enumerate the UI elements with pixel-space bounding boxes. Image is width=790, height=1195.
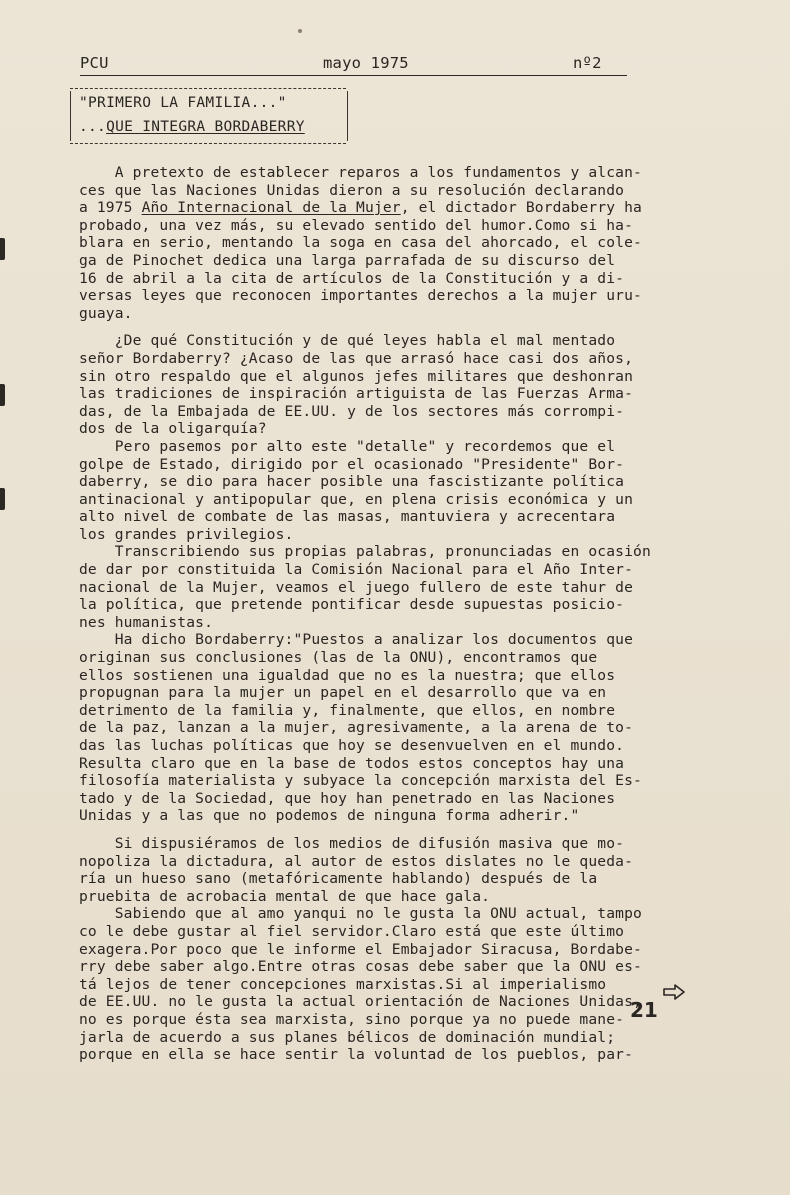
text-line: ¿De qué Constitución y de qué leyes habla el mal mentado (79, 332, 616, 350)
text-line: rry debe saber algo.Entre otras cosas debe saber que la ONU es- (79, 958, 642, 976)
text-line: Resulta claro que en la base de todos estos conceptos hay una (79, 754, 625, 772)
article-title-line1: "PRIMERO LA FAMILIA..." (79, 95, 287, 111)
text-line: Unidas y a las que no podemos de ninguna forma adherir." (79, 807, 580, 825)
text-line: ellos sostienen una igualdad que no es la nuestra; que ellos (79, 666, 616, 684)
text-line: dos de la oligarquía? (79, 420, 267, 438)
text-line: nes humanistas. (79, 613, 214, 631)
paragraph (79, 332, 719, 825)
binding-hole-mark (0, 488, 5, 510)
title-line2-underlined: QUE INTEGRA BORDABERRY (106, 119, 305, 135)
text-line: alto nivel de combate de las masas, mantuviera y acrecentara (79, 508, 616, 526)
title-box-left-border (70, 91, 71, 141)
text-line: Ha dicho Bordaberry:"Puestos a analizar los documentos que (79, 631, 634, 649)
text-line: A pretexto de establecer reparos a los fundamentos y alcan- (79, 164, 642, 181)
title-box-bottom-border (70, 143, 346, 144)
article-title-box (62, 85, 350, 145)
underlined-phrase: Año Internacional de la Mujer (141, 199, 401, 217)
text-line: jarla de acuerdo a sus planes bélicos de dominación mundial; (79, 1028, 616, 1046)
text-line: Pero pasemos por alto este "detalle" y recordemos que el (79, 437, 616, 455)
text-line: pruebita de acrobacia mental de que hace gala. (79, 887, 491, 905)
article-title-line2 (79, 119, 305, 135)
binding-hole-mark (0, 384, 5, 406)
text-line: daberry, se dio para hacer posible una fascistizante política (79, 473, 625, 491)
paragraph-gap (79, 322, 719, 332)
text-line: detrimento de la familia y, finalmente, que ellos, en nombre (79, 701, 616, 719)
title-line2-prefix: ... (79, 119, 107, 135)
text-line: porque en ella se hace sentir la voluntad de los pueblos, par- (79, 1046, 634, 1064)
text-line: nopoliza la dictadura, al autor de estos dislates no le queda- (79, 852, 634, 870)
text-line: versas leyes que reconocen importantes derechos a la mujer uru- (79, 287, 642, 305)
text-line: probado, una vez más, su elevado sentido del humor.Como si ha- (79, 216, 634, 234)
text-line: propugnan para la mujer un papel en el desarrollo que va en (79, 684, 607, 702)
text-line: golpe de Estado, dirigido por el ocasionado "Presidente" Bor- (79, 455, 625, 473)
publication-name: PCU (80, 54, 109, 72)
text-line: Sabiendo que al amo yanqui no le gusta la ONU actual, tampo (79, 905, 642, 923)
header-rule (80, 75, 627, 76)
text-line: Si dispusiéramos de los medios de difusión masiva que mo- (79, 834, 625, 852)
text-line: sin otro respaldo que el algunos jefes militares que deshonran (79, 367, 634, 385)
text-line: 16 de abril a la cita de artículos de la Constitución y a di- (79, 269, 625, 287)
text-line: Transcribiendo sus propias palabras, pronunciadas en ocasión (79, 543, 651, 561)
ink-dot (298, 29, 302, 33)
text-line: de la paz, lanzan a la mujer, agresivamente, a la arena de to- (79, 719, 634, 737)
text-line: guaya. (79, 304, 133, 322)
text-line: nacional de la Mujer, veamos el juego fullero de este tahur de (79, 578, 634, 596)
text-line: antinacional y antipopular que, en plena crisis económica y un (79, 490, 634, 508)
text-line: tado y de la Sociedad, que hoy han penetrado en las Naciones (79, 789, 616, 807)
text-line: de dar por constituida la Comisión Nacional para el Año Inter- (79, 561, 634, 579)
issue-date: mayo 1975 (323, 54, 409, 72)
text-line: las tradiciones de inspiración artiguista de las Fuerzas Arma- (79, 385, 634, 403)
text-line: señor Bordaberry? ¿Acaso de las que arrasó hace casi dos años, (79, 349, 634, 367)
text-line: das las luchas políticas que hoy se desenvuelven en el mundo. (79, 737, 625, 754)
text-line: blara en serio, mentando la soga en casa del ahorcado, el cole- (79, 234, 642, 252)
text-line: los grandes privilegios. (79, 525, 294, 543)
text-line: das, de la Embajada de EE.UU. y de los sectores más corrompi- (79, 402, 625, 420)
page-number: 21 (630, 998, 658, 1022)
paragraph (79, 835, 719, 1064)
text-line: de EE.UU. no le gusta la actual orientación de Naciones Unidas, (79, 993, 642, 1011)
binding-hole-mark (0, 238, 5, 260)
arrow-right-icon (662, 983, 686, 1001)
text-line: co le debe gustar al fiel servidor.Claro está que este último (79, 922, 625, 940)
text-line: ga de Pinochet dedica una larga parrafada de su discurso del (79, 251, 616, 269)
title-box-right-border (347, 91, 348, 141)
title-box-top-border (70, 88, 346, 89)
text-line: ría un hueso sano (metafóricamente hablando) después de la (79, 870, 598, 888)
text-line: ces que las Naciones Unidas dieron a su resolución declarando (79, 181, 625, 199)
text-line: tá lejos de tener concepciones marxistas.Si al imperialismo (79, 975, 607, 993)
issue-number: nº2 (573, 54, 602, 72)
paragraph-gap (79, 825, 719, 835)
text-line: filosofía materialista y subyace la concepción marxista del Es- (79, 772, 642, 790)
text-line: no es porque ésta sea marxista, sino porque ya no puede mane- (79, 1010, 625, 1028)
paragraph (79, 164, 719, 322)
text-line: originan sus conclusiones (las de la ONU), encontramos que (79, 649, 598, 667)
text-line: la política, que pretende pontificar desde supuestas posicio- (79, 596, 625, 614)
article-body (79, 164, 719, 1064)
text-line: exagera.Por poco que le informe el Embajador Siracusa, Bordabe- (79, 940, 642, 958)
text-line: a 1975 Año Internacional de la Mujer, el dictador Bordaberry ha (79, 199, 642, 217)
